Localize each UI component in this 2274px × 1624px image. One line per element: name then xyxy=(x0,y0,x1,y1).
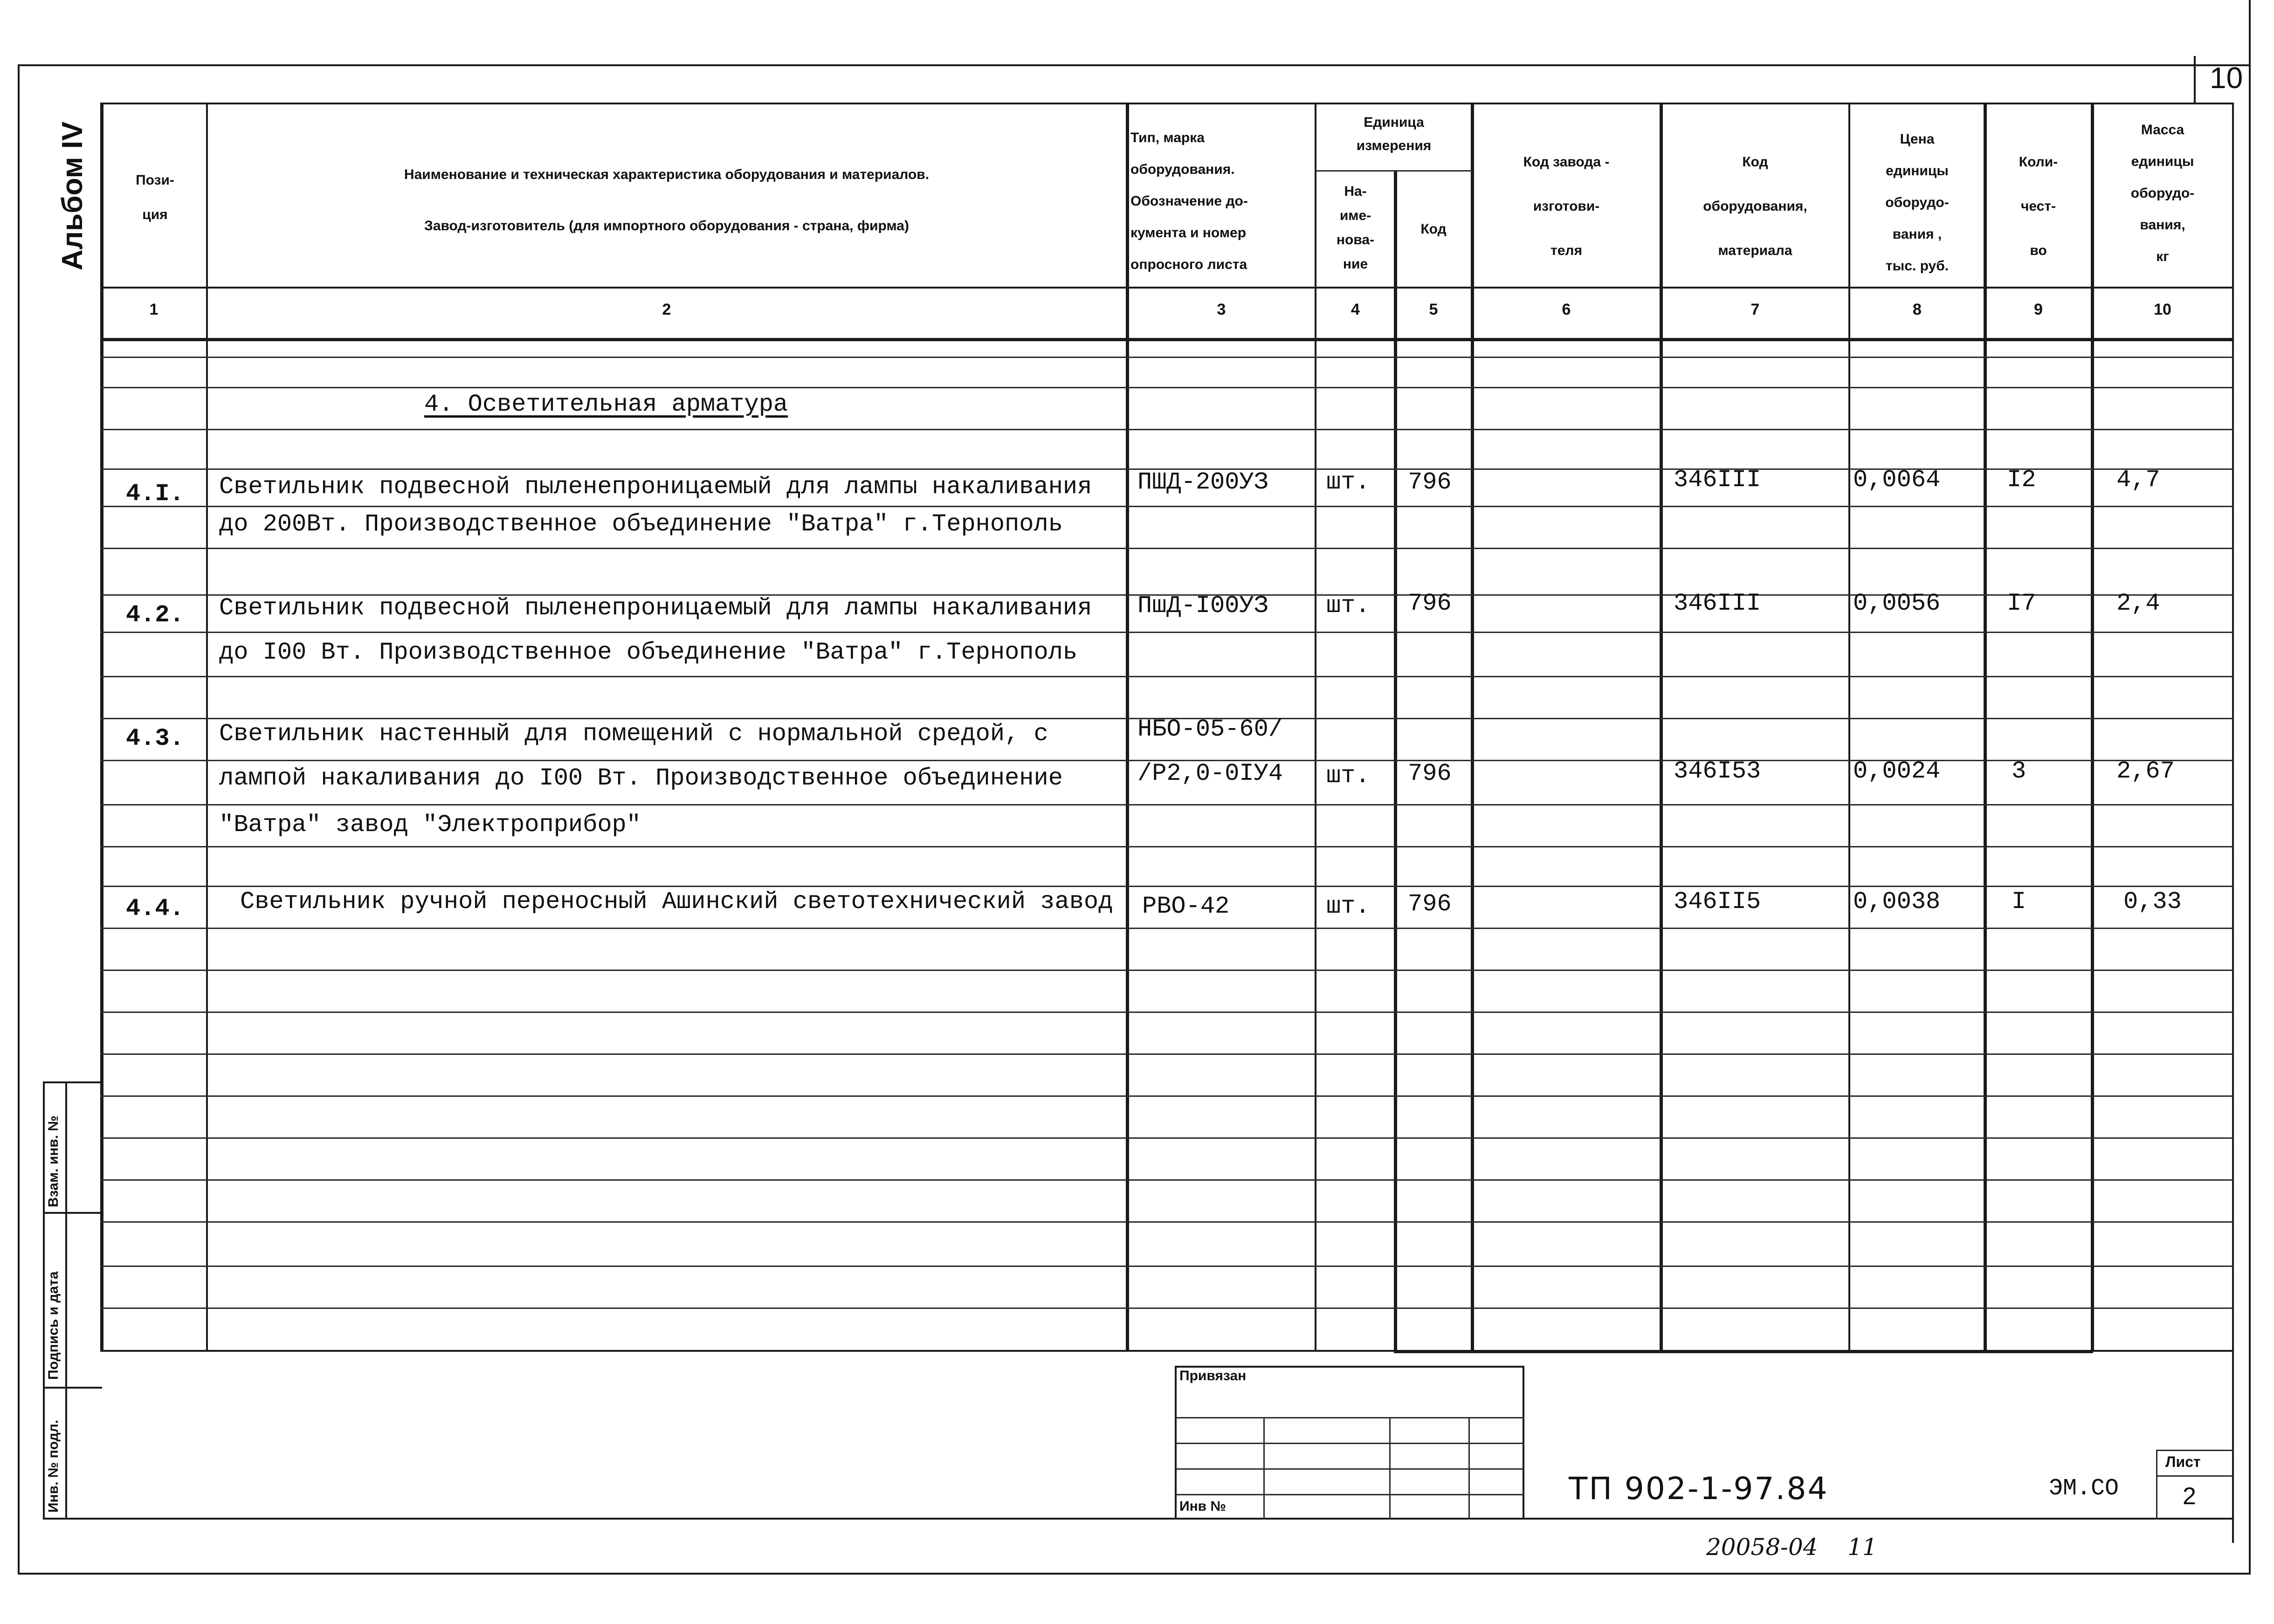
row-unit-code: 796 xyxy=(1408,590,1452,617)
row-line xyxy=(100,1095,2234,1097)
row-type: НБО-05-60/ xyxy=(1137,716,1283,743)
title-inv-no: Инв № xyxy=(1179,1499,1226,1514)
row-line xyxy=(100,429,2234,430)
row-position: 4.2. xyxy=(126,601,184,629)
col-line-5 xyxy=(1471,103,1474,1352)
row-mass: 2,4 xyxy=(2116,590,2160,617)
col-number-3: 3 xyxy=(1217,301,1226,318)
header-col5: Код xyxy=(1420,221,1447,237)
row-line xyxy=(100,1221,2234,1223)
row-equip-code: 346III xyxy=(1674,466,1761,494)
row-price: 0,0056 xyxy=(1853,590,1941,617)
row-name-line: до I00 Вт. Производственное объединение "Ватра" г.Тернополь xyxy=(219,639,1078,666)
col-number-5: 5 xyxy=(1429,301,1438,318)
row-price: 0,0064 xyxy=(1853,466,1941,494)
album-label: Альбом IV xyxy=(56,121,89,270)
col-line-2 xyxy=(1126,103,1129,1352)
col-number-7: 7 xyxy=(1750,301,1760,318)
side-stamp-bottom xyxy=(43,1518,2234,1520)
list-number: 2 xyxy=(2183,1483,2196,1510)
row-name-line: Светильник настенный для помещений с нормальной средой, с xyxy=(219,720,1048,748)
row-type: ПшД-I00УЗ xyxy=(1137,592,1268,619)
doc-code: ТП 902-1-97.84 xyxy=(1569,1471,1829,1507)
header-col6: Код завода - изготови- теля xyxy=(1523,154,1610,258)
side-stamp-inv-podl: Инв. № подл. xyxy=(46,1419,61,1513)
row-unit-code: 796 xyxy=(1408,468,1452,496)
side-stamp-mid xyxy=(65,1081,67,1520)
row-name-line: Светильник ручной переносный Ашинский светотехнический завод xyxy=(240,888,1113,915)
title-block-top xyxy=(1175,1366,1524,1368)
row-type: /Р2,0-0IУ4 xyxy=(1137,760,1283,787)
row-line xyxy=(100,676,2234,677)
row-name-line: Светильник подвесной пыленепроницаемый для лампы накаливания xyxy=(219,594,1092,622)
header-col2: Наименование и техническая характеристика оборудования и материалов. Завод-изготовитель (для импортного оборудования - страна, фирма) xyxy=(404,167,930,234)
list-box-left xyxy=(2156,1450,2157,1520)
row-name-line: лампой накаливания до I00 Вт. Производственное объединение xyxy=(219,764,1063,792)
table-top-border xyxy=(100,103,2234,104)
title-block-row xyxy=(1175,1468,1524,1470)
row-price: 0,0024 xyxy=(1853,757,1941,785)
title-block-col xyxy=(1389,1417,1391,1520)
col-number-4: 4 xyxy=(1351,301,1360,318)
row-type: РВО-42 xyxy=(1142,893,1230,920)
row-qty: I xyxy=(2012,888,2026,915)
row-unit-code: 796 xyxy=(1408,760,1452,787)
title-block-row xyxy=(1175,1494,1524,1495)
header-unit-title: Единица измерения xyxy=(1356,115,1432,153)
table-body-bottom xyxy=(100,1350,2234,1352)
side-stamp-podpis: Подпись и дата xyxy=(46,1271,61,1380)
doc-mark: ЭМ.СО xyxy=(2049,1475,2119,1502)
row-mass: 2,67 xyxy=(2116,757,2175,785)
row-unit-code: 796 xyxy=(1408,890,1452,918)
row-unit: шт. xyxy=(1326,762,1370,790)
title-block-row xyxy=(1175,1417,1524,1418)
row-equip-code: 346II5 xyxy=(1674,888,1761,915)
col-number-9: 9 xyxy=(2034,301,2043,318)
section-title: 4. Осветительная арматура xyxy=(424,391,788,418)
row-line xyxy=(100,804,2234,805)
row-line xyxy=(100,506,2234,507)
list-label: Лист xyxy=(2165,1453,2201,1470)
header-col3: Тип, марка оборудования. Обозначение до- кумента и номер опросного листа xyxy=(1130,130,1248,272)
outer-frame-top xyxy=(18,64,2251,66)
row-line xyxy=(100,928,2234,929)
col-number-1: 1 xyxy=(149,301,158,318)
table-left-border xyxy=(100,103,103,1352)
row-line xyxy=(100,1179,2234,1181)
row-qty: 3 xyxy=(2012,757,2026,785)
row-line xyxy=(100,387,2234,388)
side-stamp-left xyxy=(43,1081,45,1520)
row-unit: шт. xyxy=(1326,893,1370,920)
row-price: 0,0038 xyxy=(1853,888,1941,915)
col-number-2: 2 xyxy=(662,301,671,318)
outer-frame-left xyxy=(18,64,20,1575)
row-line xyxy=(100,1012,2234,1013)
row-name-line: до 200Вт. Производственное объединение "Ватра" г.Тернополь xyxy=(219,510,1063,538)
header-bottom-border xyxy=(100,287,2234,289)
row-equip-code: 346I53 xyxy=(1674,757,1761,785)
row-mass: 4,7 xyxy=(2116,466,2160,494)
list-box-mid xyxy=(2156,1475,2234,1477)
outer-frame-bottom xyxy=(18,1573,2251,1575)
footer-note: 20058-04 11 xyxy=(1706,1534,1877,1561)
row-position: 4.4. xyxy=(126,895,184,922)
col-number-6: 6 xyxy=(1562,301,1571,318)
col-number-10: 10 xyxy=(2154,301,2171,318)
col-line-3 xyxy=(1315,103,1316,1352)
side-stamp-top xyxy=(43,1081,102,1083)
col-line-9 xyxy=(2091,103,2094,1352)
side-stamp-div2 xyxy=(43,1387,102,1389)
title-block-row xyxy=(1175,1443,1524,1444)
outer-frame-right xyxy=(2249,0,2251,1575)
header-col10: Масса единицы оборудо- вания, кг xyxy=(2130,122,2195,264)
row-line xyxy=(100,846,2234,847)
row-line xyxy=(100,1053,2234,1055)
row-line xyxy=(100,357,2234,358)
title-privyazan: Привязан xyxy=(1179,1368,1247,1383)
col-number-8: 8 xyxy=(1913,301,1922,318)
row-unit: шт. xyxy=(1326,592,1370,619)
col-line-1 xyxy=(206,103,208,1352)
row-mass: 0,33 xyxy=(2123,888,2182,915)
row-line xyxy=(100,632,2234,633)
unit-group-subline xyxy=(1315,170,1473,172)
row-line xyxy=(100,548,2234,549)
row-qty: I2 xyxy=(2007,466,2036,494)
title-block-col xyxy=(1263,1417,1265,1520)
table-right-border xyxy=(2232,103,2234,1543)
row-qty: I7 xyxy=(2007,590,2036,617)
row-type: ПШД-200УЗ xyxy=(1137,468,1268,496)
number-row-bottom xyxy=(100,338,2234,341)
header-col1: Пози- ция xyxy=(136,172,174,222)
corner-box-left xyxy=(2194,56,2196,103)
row-name-line: Светильник подвесной пыленепроницаемый для лампы накаливания xyxy=(219,473,1092,501)
row-line xyxy=(100,1266,2234,1267)
col-line-6 xyxy=(1660,103,1663,1352)
sheet-corner-number: 10 xyxy=(2210,61,2243,95)
list-box-top xyxy=(2156,1450,2234,1451)
row-unit: шт. xyxy=(1326,468,1370,496)
row-name-line: "Ватра" завод "Электроприбор" xyxy=(219,811,641,839)
row-position: 4.I. xyxy=(126,480,184,508)
row-position: 4.3. xyxy=(126,725,184,752)
row-line xyxy=(100,970,2234,971)
col-line-7 xyxy=(1848,103,1850,1352)
row-line xyxy=(100,886,2234,887)
col-line-8 xyxy=(1984,103,1987,1352)
header-col7: Код оборудования, материала xyxy=(1703,154,1807,258)
header-col8: Цена единицы оборудо- вания , тыс. руб. xyxy=(1885,131,1949,274)
side-stamp-div1 xyxy=(43,1212,102,1214)
side-stamp-vzam: Взам. инв. № xyxy=(46,1115,61,1207)
row-line xyxy=(100,1307,2234,1309)
title-block-col xyxy=(1468,1417,1470,1520)
header-col4: На- име- нова- ние xyxy=(1336,184,1375,272)
row-equip-code: 346III xyxy=(1674,590,1761,617)
header-col9: Коли- чест- во xyxy=(2019,154,2058,258)
row-line xyxy=(100,1137,2234,1139)
